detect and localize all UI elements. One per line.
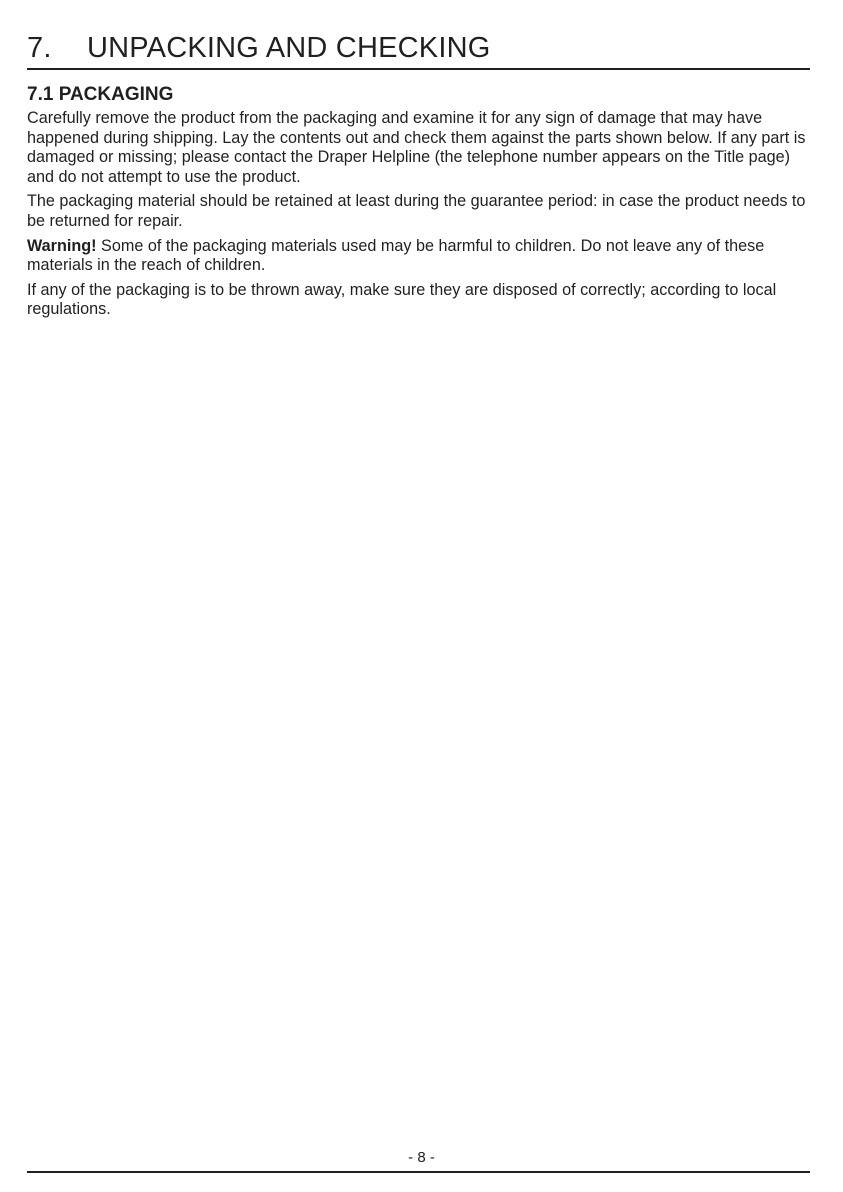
section-body [27,109,817,325]
warning-label: Warning! [27,236,97,255]
paragraph-text: If any of the packaging is to be thrown away, make sure they are disposed of correctly; according to local regulations. [27,280,777,319]
chapter-number: 7. [27,32,52,64]
paragraph-disposal [27,281,817,320]
paragraph-text: Carefully remove the product from the packaging and examine it for any sign of damage that may have happened during shipping. Lay the contents out and check them against the parts shown below. If any part is damaged or missing; please contact the Draper Helpline (the telephone number appears on the Title page) and do not attempt to use the product. [27,109,806,186]
page-number: - 8 - [408,1149,435,1166]
paragraph-text: Some of the packaging materials used may be harmful to children. Do not leave any of these materials in the reach of children. [27,236,765,275]
section-heading: 7.1 PACKAGING [27,84,174,105]
paragraph-retain-packaging [27,192,817,231]
paragraph-warning [27,237,817,276]
paragraph-text: The packaging material should be retained at least during the guarantee period: in case the product needs to be returned for repair. [27,192,806,230]
paragraph-remove-product [27,109,817,187]
chapter-heading [27,30,810,70]
chapter-title: UNPACKING AND CHECKING [87,32,491,64]
footer-rule [27,1171,810,1173]
